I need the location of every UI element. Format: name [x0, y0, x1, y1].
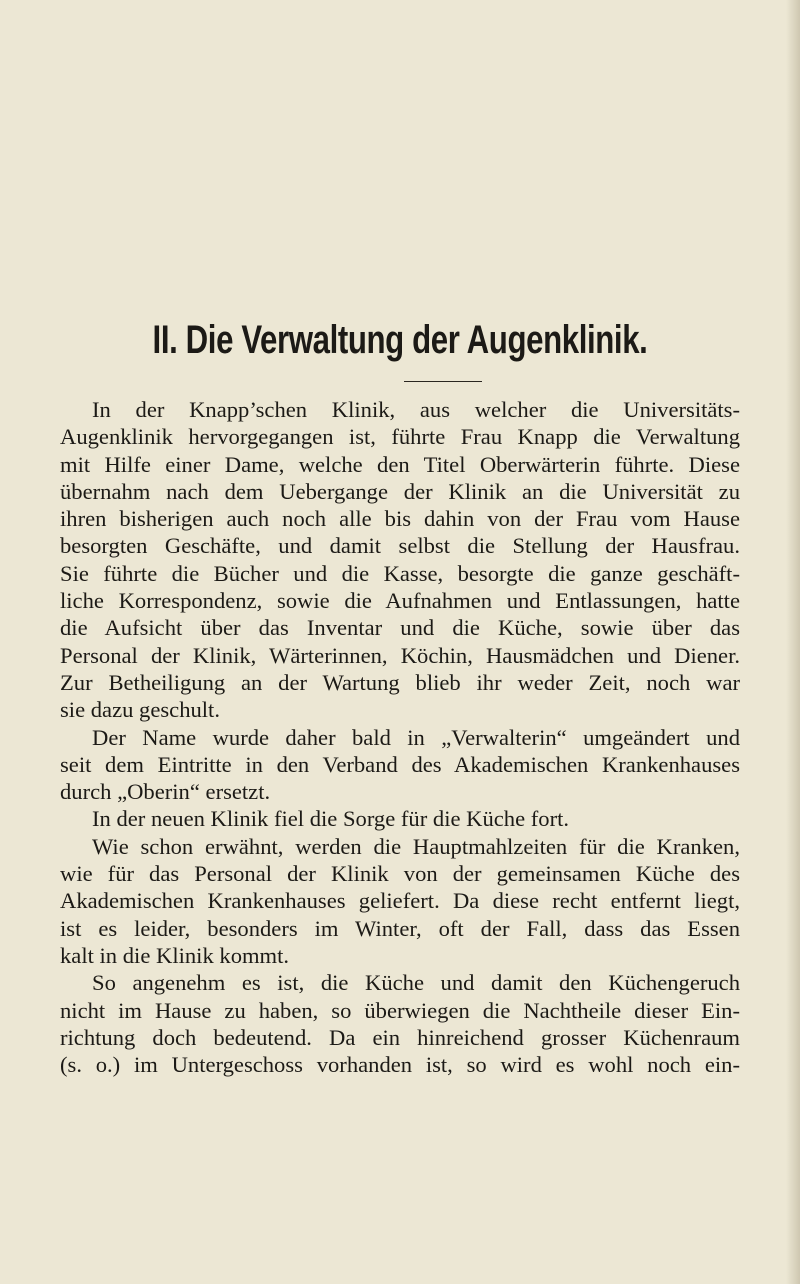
paragraph-2: [60, 724, 740, 806]
text-line: ihren bisherigen auch noch alle bis dahin von der Frau vom Hause: [60, 506, 740, 532]
text-line: liche Korrespondenz, sowie die Aufnahmen und Entlassungen, hatte: [60, 588, 740, 614]
chapter-heading: II. Die Verwaltung der Augenklinik.: [152, 318, 648, 362]
paragraph-4: [60, 833, 740, 969]
paragraph-1: [60, 396, 740, 724]
text-line: Personal der Klinik, Wärterinnen, Köchin, Hausmädchen und Diener.: [60, 642, 740, 668]
heading-rule: [404, 381, 482, 382]
text-line: sie dazu geschult.: [60, 697, 220, 723]
text-line: kalt in die Klinik kommt.: [60, 942, 290, 968]
text-line: Sie führte die Bücher und die Kasse, besorgte die ganze geschäft-: [60, 560, 740, 586]
text-line: durch „Oberin“ ersetzt.: [60, 779, 271, 805]
page-edge-shadow: [786, 0, 800, 1284]
text-line: richtung doch bedeutend. Da ein hinreichend grosser Küchenraum: [60, 1024, 740, 1050]
body-text: [60, 396, 740, 1078]
text-line: seit dem Eintritte in den Verband des Akademischen Krankenhauses: [60, 751, 740, 777]
text-line: Wie schon erwähnt, werden die Hauptmahlzeiten für die Kranken,: [92, 833, 740, 859]
paragraph-3: [60, 805, 740, 832]
text-line: besorgten Geschäfte, und damit selbst die Stellung der Hausfrau.: [60, 533, 740, 559]
text-line: Zur Betheiligung an der Wartung blieb ihr weder Zeit, noch war: [60, 669, 740, 695]
text-line: In der Knapp’schen Klinik, aus welcher die Universitäts-: [92, 397, 740, 422]
text-line: mit Hilfe einer Dame, welche den Titel Oberwärterin führte. Diese: [60, 451, 740, 477]
text-line: In der neuen Klinik fiel die Sorge für die Küche fort.: [92, 806, 570, 832]
text-line: nicht im Hause zu haben, so überwiegen die Nachtheile dieser Ein-: [60, 997, 740, 1023]
text-line: ist es leider, besonders im Winter, oft der Fall, dass das Essen: [60, 915, 740, 941]
text-line: übernahm nach dem Uebergange der Klinik an die Universität zu: [60, 478, 740, 504]
text-line: Der Name wurde daher bald in „Verwalterin“ umgeändert und: [92, 724, 740, 750]
text-line: Augenklinik hervorgegangen ist, führte Frau Knapp die Verwaltung: [60, 424, 740, 450]
text-line: (s. o.) im Untergeschoss vorhanden ist, so wird es wohl noch ein-: [60, 1052, 740, 1078]
text-line: So angenehm es ist, die Küche und damit den Küchengeruch: [92, 970, 740, 996]
text-line: wie für das Personal der Klinik von der gemeinsamen Küche des: [60, 861, 740, 887]
paragraph-5: [60, 969, 740, 1078]
text-line: die Aufsicht über das Inventar und die Küche, sowie über das: [60, 615, 740, 641]
text-line: Akademischen Krankenhauses geliefert. Da diese recht entfernt liegt,: [60, 888, 740, 914]
